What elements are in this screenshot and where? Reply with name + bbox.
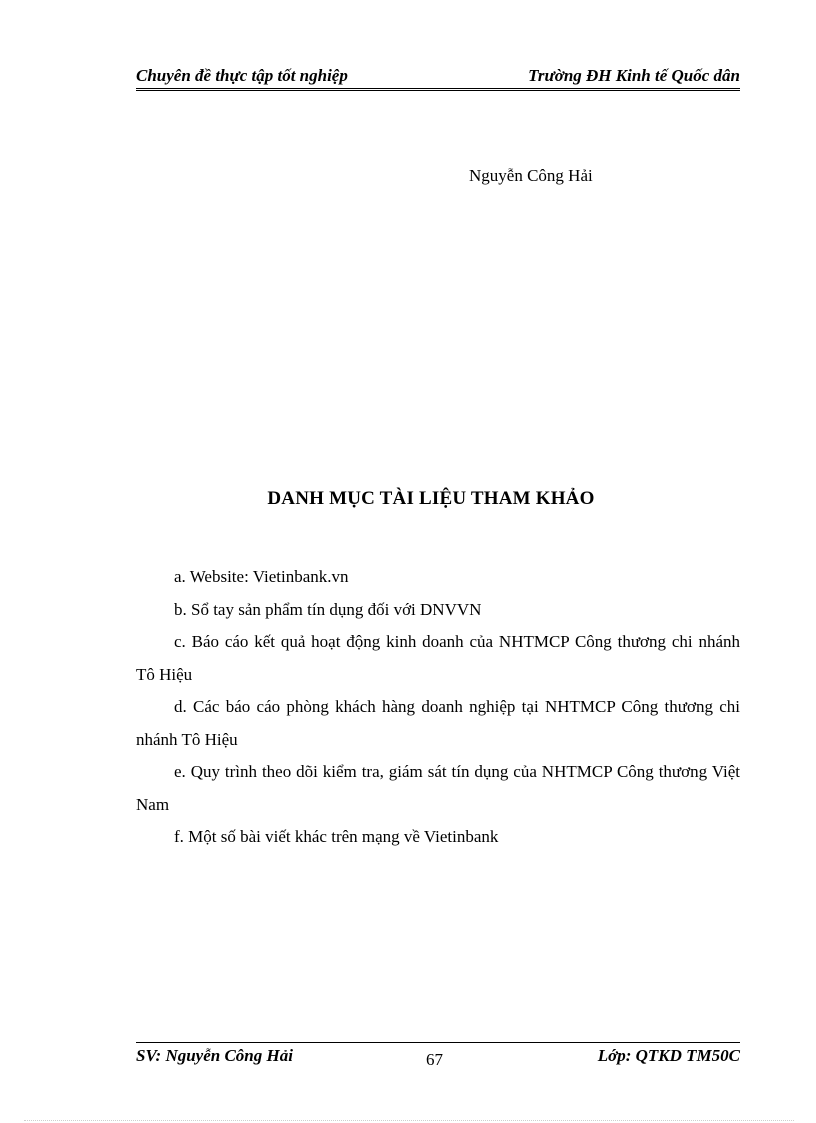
header-thesis-label: Chuyên đề thực tập tốt nghiệp — [136, 66, 348, 85]
reference-item-d: d. Các báo cáo phòng khách hàng doanh nghiệp tại NHTMCP Công thương chi nhánh Tô Hiệu — [136, 697, 740, 749]
page-number: 67 — [426, 1050, 443, 1069]
footer-student-label: SV: Nguyễn Công Hải — [136, 1046, 293, 1065]
page-header — [136, 64, 740, 88]
reference-item-a: a. Website: Vietinbank.vn — [174, 567, 349, 586]
footer-divider — [136, 1042, 740, 1043]
page-footer — [136, 1046, 740, 1070]
reference-item-f: f. Một số bài viết khác trên mạng về Vietinbank — [174, 827, 499, 846]
header-university-label: Trường ĐH Kinh tế Quốc dân — [528, 66, 740, 85]
page-title: DANH MỤC TÀI LIỆU THAM KHẢO — [267, 488, 595, 509]
reference-list — [136, 561, 740, 854]
reference-item-b: b. Sổ tay sản phẩm tín dụng đối với DNVVN — [174, 599, 482, 619]
reference-item-e: e. Quy trình theo dõi kiểm tra, giám sát tín dụng của NHTMCP Công thương Việt Nam — [136, 762, 740, 814]
reference-item-c: c. Báo cáo kết quả hoạt động kinh doanh của NHTMCP Công thương chi nhánh Tô Hiệu — [136, 632, 740, 684]
author-name: Nguyễn Công Hải — [469, 166, 593, 185]
page-bottom-edge — [24, 1120, 794, 1121]
header-divider — [136, 88, 740, 91]
footer-class-label: Lớp: QTKD TM50C — [597, 1046, 740, 1065]
